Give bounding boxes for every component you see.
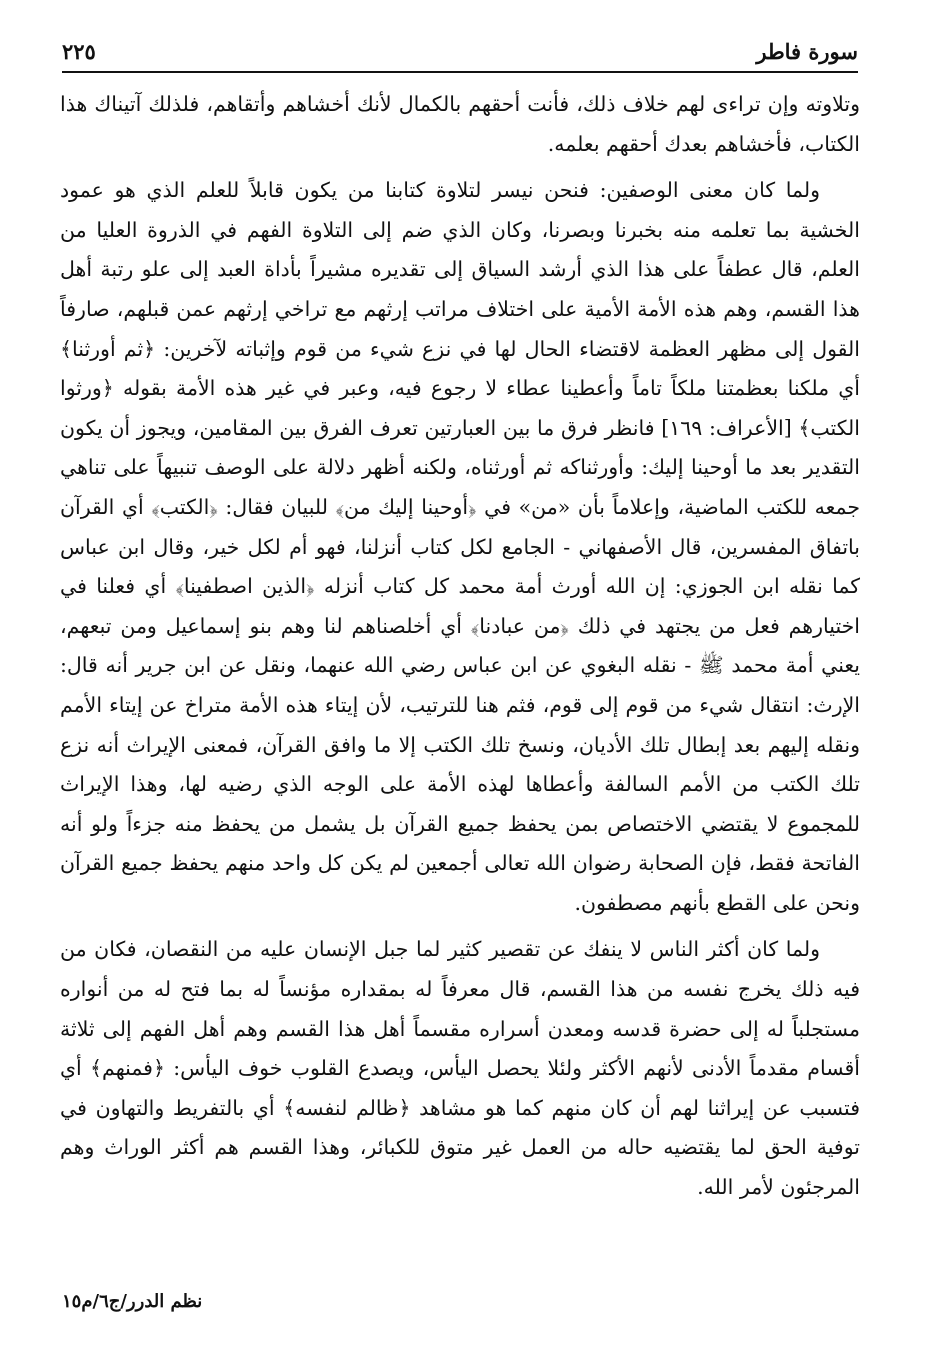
footer-signature: نظم الدرر/ج٦/م١٥ (62, 1291, 203, 1312)
page-header (62, 35, 858, 73)
paragraph-3: ولما كان أكثر الناس لا ينفك عن تقصير كثير لما جبل الإنسان عليه من النقصان، فكان من فيه ذلك يخرج نفسه من هذا القسم، قال معرفاً له بمقداره مؤنساً له بما فتح له من أنواره مستجلباً له إلى حضرة قدسه ومعدن أسراره مقسماً أهل هذا القسم وهم أهل الفهم إلى ثلاثة أقسام مقدماً الأدنى لأنهم الأكثر ولئلا يحصل اليأس، ويصدع القلوب خوف اليأس: ﴿فمنهم﴾ أي فتسبب عن إيراثنا لهم أن كان منهم كما هو مشاهد ﴿ظالم لنفسه﴾ أي بالتفريط والتهاون في توفية الحق لما يقتضيه حاله من العمل غير متوق للكبائر، وهذا القسم هم أكثر الوراث وهم المرجئون لأمر الله. (60, 937, 860, 1200)
paragraph-2: ولما كان معنى الوصفين: فنحن نيسر لتلاوة كتابنا من يكون قابلاً للعلم الذي هو عمود الخشية بما تعلمه منه بخبرنا وبصرنا، وكان الذي ضم إلى التلاوة الفهم في الذروة العليا من العلم، قال عطفاً على هذا الذي أرشد السياق إلى تقديره مشيراً بأداة العبد إلى علو رتبة أهل هذا القسم، وهم هذه الأمة الأمية على اختلاف مراتب إرثهم مع تراخي إرثهم عمن قبلهم، صارفاً القول إلى مظهر العظمة لاقتضاء الحال لها في نزع شيء من قوم وإثباته لآخرين: ﴿ثم أورثنا﴾ أي ملكنا بعظمتنا ملكاً تاماً وأعطينا عطاء لا رجوع فيه، وعبر في غير هذه الأمة بقوله ﴿ورثوا الكتب﴾ [الأعراف: ١٦٩] فانظر فرق ما بين العبارتين تعرف الفرق بين المقامين، ويجوز أن يكون التقدير بعد ما أوحينا إليك: وأورثناكه ثم أورثناه، ولكنه أظهر دلالة على الوصف تنبيهاً على تناهي جمعه للكتب الماضية، وإعلاماً بأن «من» في ﴿أوحينا إليك من﴾ للبيان فقال: ﴿الكتب﴾ أي القرآن باتفاق المفسرين، قال الأصفهاني - الجامع لكل كتاب أنزلنا، فهو أم لكل خير، وقال ابن عباس كما نقله ابن الجوزي: إن الله أورث أمة محمد كل كتاب أنزله ﴿الذين اصطفينا﴾ أي فعلنا في اختيارهم فعل من يجتهد في ذلك ﴿من عبادنا﴾ أي أخلصناهم لنا وهم بنو إسماعيل ومن تبعهم، يعني أمة محمد ﷺ - نقله البغوي عن ابن عباس رضي الله عنهما، ونقل عن ابن جرير أنه قال: الإرث: انتقال شيء من قوم إلى قوم، فثم هنا للترتيب، لأن إيتاء هذه الأمة متراخ عن إيتاء الأمم ونقله إليهم بعد إبطال تلك الأديان، ونسخ تلك الكتب إلا ما وافق القرآن، فمعنى الإيراث أنه نزع تلك الكتب من الأمم السالفة وأعطاها لهذه الأمة على الوجه الذي رضيه لها، وهذا الإيراث للمجموع لا يقتضي الاختصاص بمن يحفظ جميع القرآن بل يشمل من يحفظ منه جزءاً ولو أنه الفاتحة فقط، فإن الصحابة رضوان الله تعالى أجمعين لم يكن كل واحد منهم يحفظ جميع القرآن ونحن على القطع بأنهم مصطفون. (60, 178, 861, 915)
page-number: ٢٢٥ (62, 39, 96, 64)
main-text (60, 85, 860, 1208)
paragraph-1: وتلاوته وإن تراءى لهم خلاف ذلك، فأنت أحقهم بالكمال لأنك أخشاهم وأتقاهم، فلذلك آتيناك هذا الكتاب، فأخشاهم بعدك أحقهم بعلمه. (60, 92, 860, 156)
surah-title: سورة فاطر (756, 39, 858, 64)
